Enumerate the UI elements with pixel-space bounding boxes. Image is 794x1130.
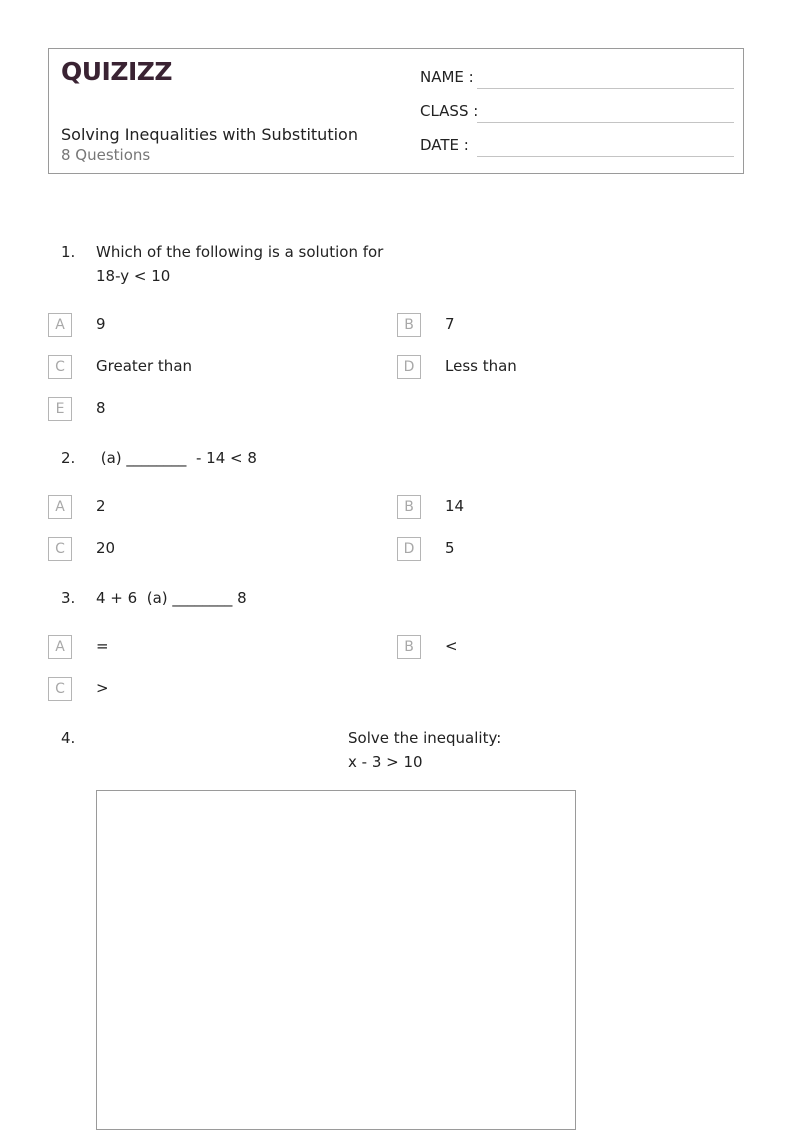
date-label: DATE : <box>420 136 469 154</box>
name-field[interactable] <box>420 68 734 92</box>
question-2 <box>61 446 741 472</box>
question-text: Which of the following is a solution for 18-y < 10 <box>96 243 384 285</box>
option-value: 8 <box>96 399 106 417</box>
class-field[interactable] <box>420 102 734 126</box>
option-value: 14 <box>445 497 465 515</box>
option-value: Less than <box>445 357 517 375</box>
option-letter: B <box>397 495 421 519</box>
date-field[interactable] <box>420 136 734 160</box>
option-letter: D <box>397 537 421 561</box>
class-label: CLASS : <box>420 102 479 120</box>
worksheet-header <box>48 48 744 174</box>
quizizz-logo: QUIZIZZ <box>61 57 173 86</box>
answer-work-box[interactable] <box>96 790 576 1130</box>
option-letter: B <box>397 635 421 659</box>
question-4 <box>61 726 741 776</box>
question-number: 2. <box>61 449 76 467</box>
question-text: (a) ________ - 14 < 8 <box>96 449 257 467</box>
option-value: 7 <box>445 315 455 333</box>
option-letter: C <box>48 677 72 701</box>
option-value: 2 <box>96 497 106 515</box>
option-value: 20 <box>96 539 116 557</box>
option-letter: A <box>48 495 72 519</box>
option-value: > <box>96 679 109 697</box>
option-value: 9 <box>96 315 106 333</box>
worksheet-title: Solving Inequalities with Substitution <box>61 125 358 144</box>
question-3 <box>61 586 741 612</box>
name-line[interactable] <box>477 88 734 89</box>
question-count: 8 Questions <box>61 146 151 164</box>
option-letter: B <box>397 313 421 337</box>
option-value: 5 <box>445 539 455 557</box>
question-text: 4 + 6 (a) ________ 8 <box>96 589 247 607</box>
name-label: NAME : <box>420 68 474 86</box>
option-value: < <box>445 637 458 655</box>
option-letter: D <box>397 355 421 379</box>
question-number: 1. <box>61 243 76 261</box>
option-letter: E <box>48 397 72 421</box>
option-letter: C <box>48 355 72 379</box>
option-letter: A <box>48 635 72 659</box>
option-value: = <box>96 637 109 655</box>
option-value: Greater than <box>96 357 193 375</box>
date-line[interactable] <box>477 156 734 157</box>
question-1 <box>61 240 741 290</box>
class-line[interactable] <box>477 122 734 123</box>
question-number: 3. <box>61 589 76 607</box>
question-text: Solve the inequality: x - 3 > 10 <box>348 729 502 771</box>
question-number: 4. <box>61 729 76 747</box>
option-letter: A <box>48 313 72 337</box>
option-letter: C <box>48 537 72 561</box>
